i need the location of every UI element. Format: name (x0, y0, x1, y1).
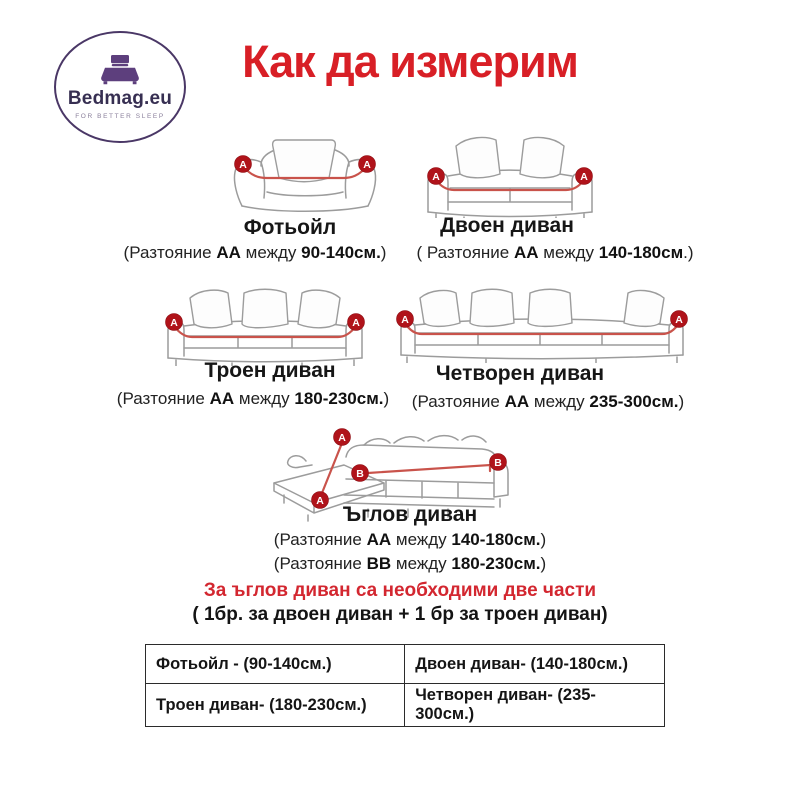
marker-a-icon (397, 311, 414, 328)
marker-a-icon (166, 314, 183, 331)
svg-text:A: A (338, 432, 346, 444)
svg-text:A: A (363, 159, 371, 171)
size-table (145, 644, 665, 727)
svg-text:B: B (494, 457, 502, 469)
armchair-illustration (215, 126, 395, 214)
svg-text:A: A (352, 317, 360, 329)
marker-b-icon (352, 465, 369, 482)
table-cell-armchair: Фотьойл - (90-140см.) (146, 645, 405, 684)
label-quad-sofa: Четворен диван (435, 362, 605, 385)
marker-a-icon (428, 168, 445, 185)
svg-text:B: B (356, 468, 364, 480)
quad-sofa-illustration (396, 285, 688, 363)
table-row (146, 684, 665, 727)
marker-a-icon (576, 168, 593, 185)
caption-double-sofa: ( Разтояние АА между 140-180см.) (416, 243, 694, 262)
table-cell-double: Двоен диван- (140-180см.) (405, 645, 665, 684)
label-double-sofa: Двоен диван (440, 214, 574, 237)
table-cell-quad: Четворен диван- (235-300см.) (405, 684, 665, 727)
marker-b-icon (490, 454, 507, 471)
table-row (146, 645, 665, 684)
page-title: Как да измерим (242, 36, 578, 87)
svg-text:A: A (432, 171, 440, 183)
marker-a-icon (235, 156, 252, 173)
caption-quad-sofa: (Разтояние АА между 235-300см.) (411, 392, 685, 411)
caption-corner-aa: (Разтояние АА между 140-180см.) (273, 530, 547, 549)
logo (54, 31, 186, 143)
label-armchair: Фотьойл (243, 216, 337, 239)
table-cell-triple: Троен диван- (180-230см.) (146, 684, 405, 727)
svg-text:A: A (239, 159, 247, 171)
corner-note-black: ( 1бр. за двоен диван + 1 бр за троен диван) (192, 604, 608, 625)
marker-a-icon (348, 314, 365, 331)
caption-triple-sofa: (Разтояние АА между 180-230см.) (116, 389, 390, 408)
svg-text:A: A (580, 171, 588, 183)
label-triple-sofa: Троен диван (204, 359, 336, 382)
double-sofa-illustration (420, 130, 600, 218)
caption-armchair: (Разтояние АА между 90-140см.) (123, 243, 387, 262)
caption-corner-bb: (Разтояние ВВ между 180-230см.) (273, 554, 547, 573)
corner-note-red: За ъглов диван са необходими две части (203, 580, 597, 601)
svg-text:A: A (675, 314, 683, 326)
svg-text:A: A (401, 314, 409, 326)
svg-text:A: A (170, 317, 178, 329)
marker-a-icon (671, 311, 688, 328)
bed-icon (96, 54, 144, 86)
label-corner-sofa: Ъглов диван (342, 503, 478, 526)
marker-a-icon (359, 156, 376, 173)
logo-tagline: FOR BETTER SLEEP (75, 113, 165, 120)
svg-text:A: A (316, 495, 324, 507)
marker-a-icon (334, 429, 351, 446)
logo-brand: Bedmag.eu (67, 88, 173, 109)
triple-sofa-illustration (162, 284, 368, 366)
